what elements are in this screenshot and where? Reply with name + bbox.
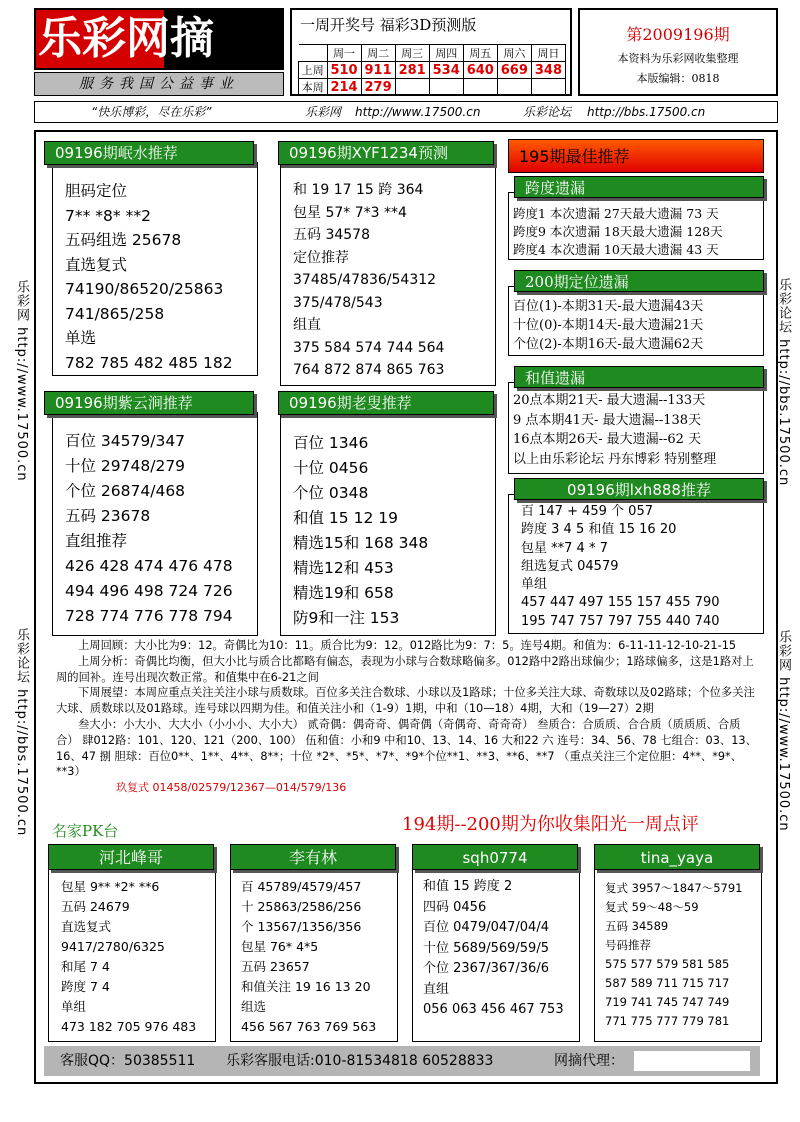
panel-line: 37485/47836/54312 (293, 272, 437, 288)
panel-line: 十 25863/2586/256 (241, 899, 362, 914)
panel-line: 个位(2)-本期16天-最大遗漏62天 (513, 337, 704, 352)
panel-line: 五码组选 25678 (65, 231, 182, 249)
panel-line: 个位 26874/468 (65, 482, 186, 500)
day-2: 周二 (361, 45, 395, 62)
panel-pos200 (508, 286, 764, 356)
panel-title-xyf: 09196期XYF1234预测 (278, 141, 494, 165)
panel-line: 764 872 874 865 763 (293, 362, 445, 378)
panel-line: 和值关注 19 16 13 20 (241, 979, 371, 994)
pk-title-tina: tina_yaya (594, 844, 760, 870)
last-week-value: 281 (395, 62, 429, 79)
day-4: 周四 (429, 45, 463, 62)
panel-line: 防9和一注 153 (293, 609, 400, 627)
day-1: 周一 (327, 45, 361, 62)
panel-line: 百 147 + 459 个 057 (521, 504, 653, 519)
pk-promo: 194期--200期为你收集阳光一周点评 (402, 814, 699, 835)
panel-line: 单组 (61, 999, 87, 1014)
panel-line: 百位 0479/047/04/4 (423, 920, 549, 935)
panel-line: 单组 (521, 577, 548, 593)
pk-title-hebei: 河北峰哥 (48, 844, 214, 870)
footer-bar (44, 1046, 760, 1076)
day-7: 周日 (531, 45, 565, 62)
panel-line: 直选复式 (65, 255, 128, 274)
last-week-row (299, 62, 566, 79)
plan-f: 六 连号：34、56、78 (542, 733, 657, 747)
last-week-value: 911 (361, 62, 395, 79)
pk-label: 名家PK台 (52, 822, 119, 840)
panel-minshui (52, 162, 258, 376)
forum-label: 乐彩论坛 (523, 105, 572, 119)
panel-line: 复式 59～48～59 (605, 900, 699, 914)
plan-d: 肆012路：101、120、121（200、100） (82, 733, 302, 747)
panel-lxh (508, 494, 764, 634)
panel-title-laosou: 09196期老叟推荐 (278, 391, 494, 415)
plan-a: 叁大小：小大小、大大小（小小小、大小大） (78, 717, 304, 731)
plan-c: 叁质合：合质质、合合质（质质质、合质合） (56, 717, 741, 747)
issue-number: 第2009196期 (626, 25, 730, 44)
pk-tina (594, 868, 762, 1042)
panel-line: 五码 24679 (61, 899, 130, 914)
edition: 本版编辑：0818 (636, 72, 720, 85)
panel-line: 以上由乐彩论坛 丹东博彩 特别整理 (513, 451, 717, 467)
panel-line: 十位 0456 (293, 459, 369, 477)
this-week-value: 214 (327, 79, 361, 96)
panel-line: 精选15和 168 348 (293, 534, 429, 552)
plan-g: 七组合：03、13、16、47 (56, 733, 757, 763)
panel-line: 457 447 497 155 157 455 790 (521, 595, 720, 611)
side-text-left-top: 乐彩网 http://www.17500.cn (14, 280, 29, 482)
panel-line: 包星 76* 4*5 (241, 939, 319, 954)
panel-line: 375 584 574 744 564 (293, 339, 445, 356)
day-3: 周三 (395, 45, 429, 62)
side-text-right-bottom: 乐彩网 http://www.17500.cn (776, 630, 791, 832)
panel-line: 9417/2780/6325 (61, 939, 165, 954)
footer-phone: 乐彩客服电话:010-81534818 60528833 (226, 1053, 494, 1069)
panel-line: 和值 15 12 19 (293, 509, 398, 527)
pk-li (230, 868, 398, 1042)
panel-span (508, 192, 764, 260)
last-week-value: 640 (463, 62, 497, 79)
last-week-value: 348 (531, 62, 565, 79)
this-week-value: 279 (361, 79, 395, 96)
panel-line: 十位 29748/279 (65, 457, 186, 475)
panel-line: 7** *8* **2 (65, 206, 151, 225)
panel-title-lxh: 09196期lxh888推荐 (514, 478, 764, 500)
panel-line: 426 428 474 476 478 (65, 557, 233, 575)
panel-line: 跨度4 本次遗漏 10天最大遗漏 43 天 (513, 242, 719, 257)
panel-line: 和值 15 跨度 2 (423, 879, 513, 894)
panel-line: 包星 **7 4 * 7 (521, 540, 608, 556)
panel-line: 精选12和 453 (293, 559, 394, 577)
panel-line: 跨度 3 4 5 和值 15 16 20 (521, 522, 677, 538)
panel-line: 直组推荐 (65, 532, 128, 550)
panel-title-pos200: 200期定位遗漏 (514, 270, 764, 292)
collect-note: 本资料为乐彩网收集整理 (617, 52, 739, 65)
day-5: 周五 (463, 45, 497, 62)
panel-line: 包星 9** *2* **6 (61, 879, 160, 894)
panel-line: 20点本期21天- 最大遗漏--133天 (513, 393, 706, 408)
this-week-value (497, 79, 531, 96)
panel-xyf (280, 162, 496, 386)
draw-table (298, 44, 566, 96)
slogan: 服务我国公益事业 (34, 72, 284, 96)
plan-i: 玖复式 01458/02579/12367—014/579/136 (116, 781, 347, 795)
issue-panel (578, 8, 778, 96)
pk-hebei (48, 868, 216, 1042)
last-week-value: 669 (497, 62, 531, 79)
this-week-row (299, 79, 566, 96)
panel-title-sumval: 和值遗漏 (514, 366, 764, 388)
footer-qq: 客服QQ：50385511 (60, 1053, 196, 1069)
panel-line: 胆码定位 (65, 182, 128, 200)
pk-title-sqh: sqh0774 (412, 844, 578, 870)
this-week-value (463, 79, 497, 96)
panel-line: 四码 0456 (423, 899, 487, 915)
panel-line: 456 567 763 769 563 (241, 1019, 377, 1034)
panel-title-ziyun: 09196期紫云涧推荐 (44, 391, 254, 415)
pk-sqh (412, 868, 580, 1042)
panel-line: 百位 34579/347 (65, 432, 186, 450)
panel-line: 百位 1346 (293, 434, 369, 452)
motto: “快乐博彩，尽在乐彩” (91, 105, 212, 119)
panel-line: 9 点本期41天- 最大遗漏--138天 (513, 412, 702, 428)
panel-line: 五码 23657 (241, 959, 310, 974)
panel-line: 跨度1 本次遗漏 27天最大遗漏 73 天 (513, 206, 719, 221)
panel-line: 719 741 745 747 749 (605, 995, 730, 1009)
panel-line: 782 785 482 485 182 (65, 353, 233, 372)
forum-link[interactable]: http://bbs.17500.cn (587, 105, 706, 119)
day-6: 周六 (497, 45, 531, 62)
panel-line: 728 774 776 778 794 (65, 607, 233, 625)
panel-line: 494 496 498 724 726 (65, 582, 233, 600)
panel-line: 375/478/543 (293, 294, 383, 311)
review-block (56, 638, 760, 796)
panel-line: 直选复式 (61, 919, 112, 934)
panel-line: 五码 23678 (65, 507, 151, 525)
panel-line: 组选复式 04579 (521, 558, 619, 574)
review-plans (56, 717, 760, 780)
plan-h: 捌 胆球：百位0**、1**、4**、8**；十位 *2*、*5*、*7*、*9*个位**1、**3、**6、**7 （重点关注三个定位胆：4**、*9*、**3） (56, 749, 742, 779)
this-week-label: 本周 (299, 79, 328, 96)
panel-line: 个位 2367/367/36/6 (423, 961, 549, 976)
panel-line: 74190/86520/25863 (65, 280, 224, 298)
panel-line: 个位 0348 (293, 484, 369, 502)
last-week-label: 上周 (299, 62, 328, 79)
panel-title-span: 跨度遗漏 (514, 176, 764, 198)
panel-line: 十位(0)-本期14天-最大遗漏21天 (513, 318, 704, 333)
panel-line: 和 19 17 15 跨 364 (293, 182, 424, 198)
panel-line: 195 747 757 797 755 440 740 (521, 613, 720, 629)
panel-line: 直组 (423, 981, 450, 997)
panel-line: 单选 (65, 329, 97, 347)
panel-line: 五码 34589 (605, 919, 669, 933)
side-text-right-top: 乐彩论坛 http://bbs.17500.cn (776, 278, 791, 487)
site-link[interactable]: http://www.17500.cn (355, 105, 481, 119)
panel-line: 十位 5689/569/59/5 (423, 940, 549, 956)
footer-agent: 网摘代理： (554, 1053, 624, 1069)
panel-line: 组选 (241, 999, 267, 1014)
agent-field[interactable] (634, 1051, 750, 1071)
site-label: 乐彩网 (305, 105, 342, 119)
panel-laosou (280, 412, 496, 636)
panel-line: 复式 3957～1847～5791 (605, 881, 743, 895)
last-week-value: 534 (429, 62, 463, 79)
panel-line: 跨度 7 4 (61, 979, 110, 994)
panel-line: 定位推荐 (293, 249, 349, 266)
panel-line: 771 775 777 779 781 (605, 1014, 730, 1028)
panel-line: 和尾 7 4 (61, 959, 110, 974)
plan-e: 伍和值：小和9 中和10、13、14、16 大和22 (305, 733, 539, 747)
this-week-value (429, 79, 463, 96)
panel-line: 号码推荐 (605, 938, 651, 952)
side-text-left-bottom: 乐彩论坛 http://bbs.17500.cn (14, 628, 29, 837)
plan-b: 贰奇偶：偶奇奇、偶奇偶（奇偶奇、奇奇奇） (307, 717, 534, 731)
draw-panel (290, 8, 572, 96)
panel-sumval (508, 382, 764, 474)
panel-line: 组直 (293, 317, 321, 333)
panel-line: 精选19和 658 (293, 584, 394, 602)
this-week-value (531, 79, 565, 96)
panel-title-minshui: 09196期岷水推荐 (44, 141, 254, 165)
panel-line: 056 063 456 467 753 (423, 1002, 564, 1017)
review-line-3: 下周展望：本周应重点关注关注小球与质数球。百位多关注合数球、小球以及1路球；十位多关注大球、奇数球以及02路球；个位多关注大球、质数球以及01路球。连号球以四期为佳。和值关注小和（1-9）1期，中和（10—18）4期，大和（19—27）2期 (56, 686, 755, 716)
pk-title-li: 李有林 (230, 844, 396, 870)
draw-days-row (299, 45, 566, 62)
panel-line: 16点本期26天- 最大遗漏--62 天 (513, 432, 702, 447)
panel-line: 百位(1)-本期31天-最大遗漏43天 (513, 299, 704, 314)
last-week-value: 510 (327, 62, 361, 79)
panel-line: 五码 34578 (293, 227, 370, 243)
this-week-value (395, 79, 429, 96)
panel-line: 包星 57* 7*3 **4 (293, 204, 407, 221)
panel-line: 跨度9 本次遗漏 18天最大遗漏 128天 (513, 224, 723, 239)
logo: 乐彩网摘 (38, 13, 214, 64)
panel-line: 473 182 705 976 483 (61, 1019, 197, 1034)
panel-line: 百 45789/4579/457 (241, 879, 362, 894)
review-line-1: 上周回顾：大小比为9：12。奇偶比为10：11。质合比为9：12。012路比为9：7：5。连号4期。和值为：6-11-11-12-10-21-15 (78, 639, 737, 652)
banner (34, 101, 778, 123)
review-line-2: 上周分析：奇偶比均衡，但大小比与质合比都略有偏态，表现为小球与合数球略偏多。012路中2路出球偏少；1路球偏多，这是1路对上周的回补。连号出现次数正常。和值集中在6-21之间 (56, 654, 754, 684)
panel-line: 575 577 579 581 585 (605, 957, 730, 971)
draw-title: 一周开奖号 福彩3D预测版 (300, 16, 477, 34)
panel-line: 741/865/258 (65, 304, 165, 323)
panel-ziyun (52, 412, 258, 636)
panel-line: 个 13567/1356/356 (241, 919, 362, 934)
panel-title-best: 195期最佳推荐 (508, 139, 764, 173)
panel-line: 587 589 711 715 717 (605, 976, 730, 990)
